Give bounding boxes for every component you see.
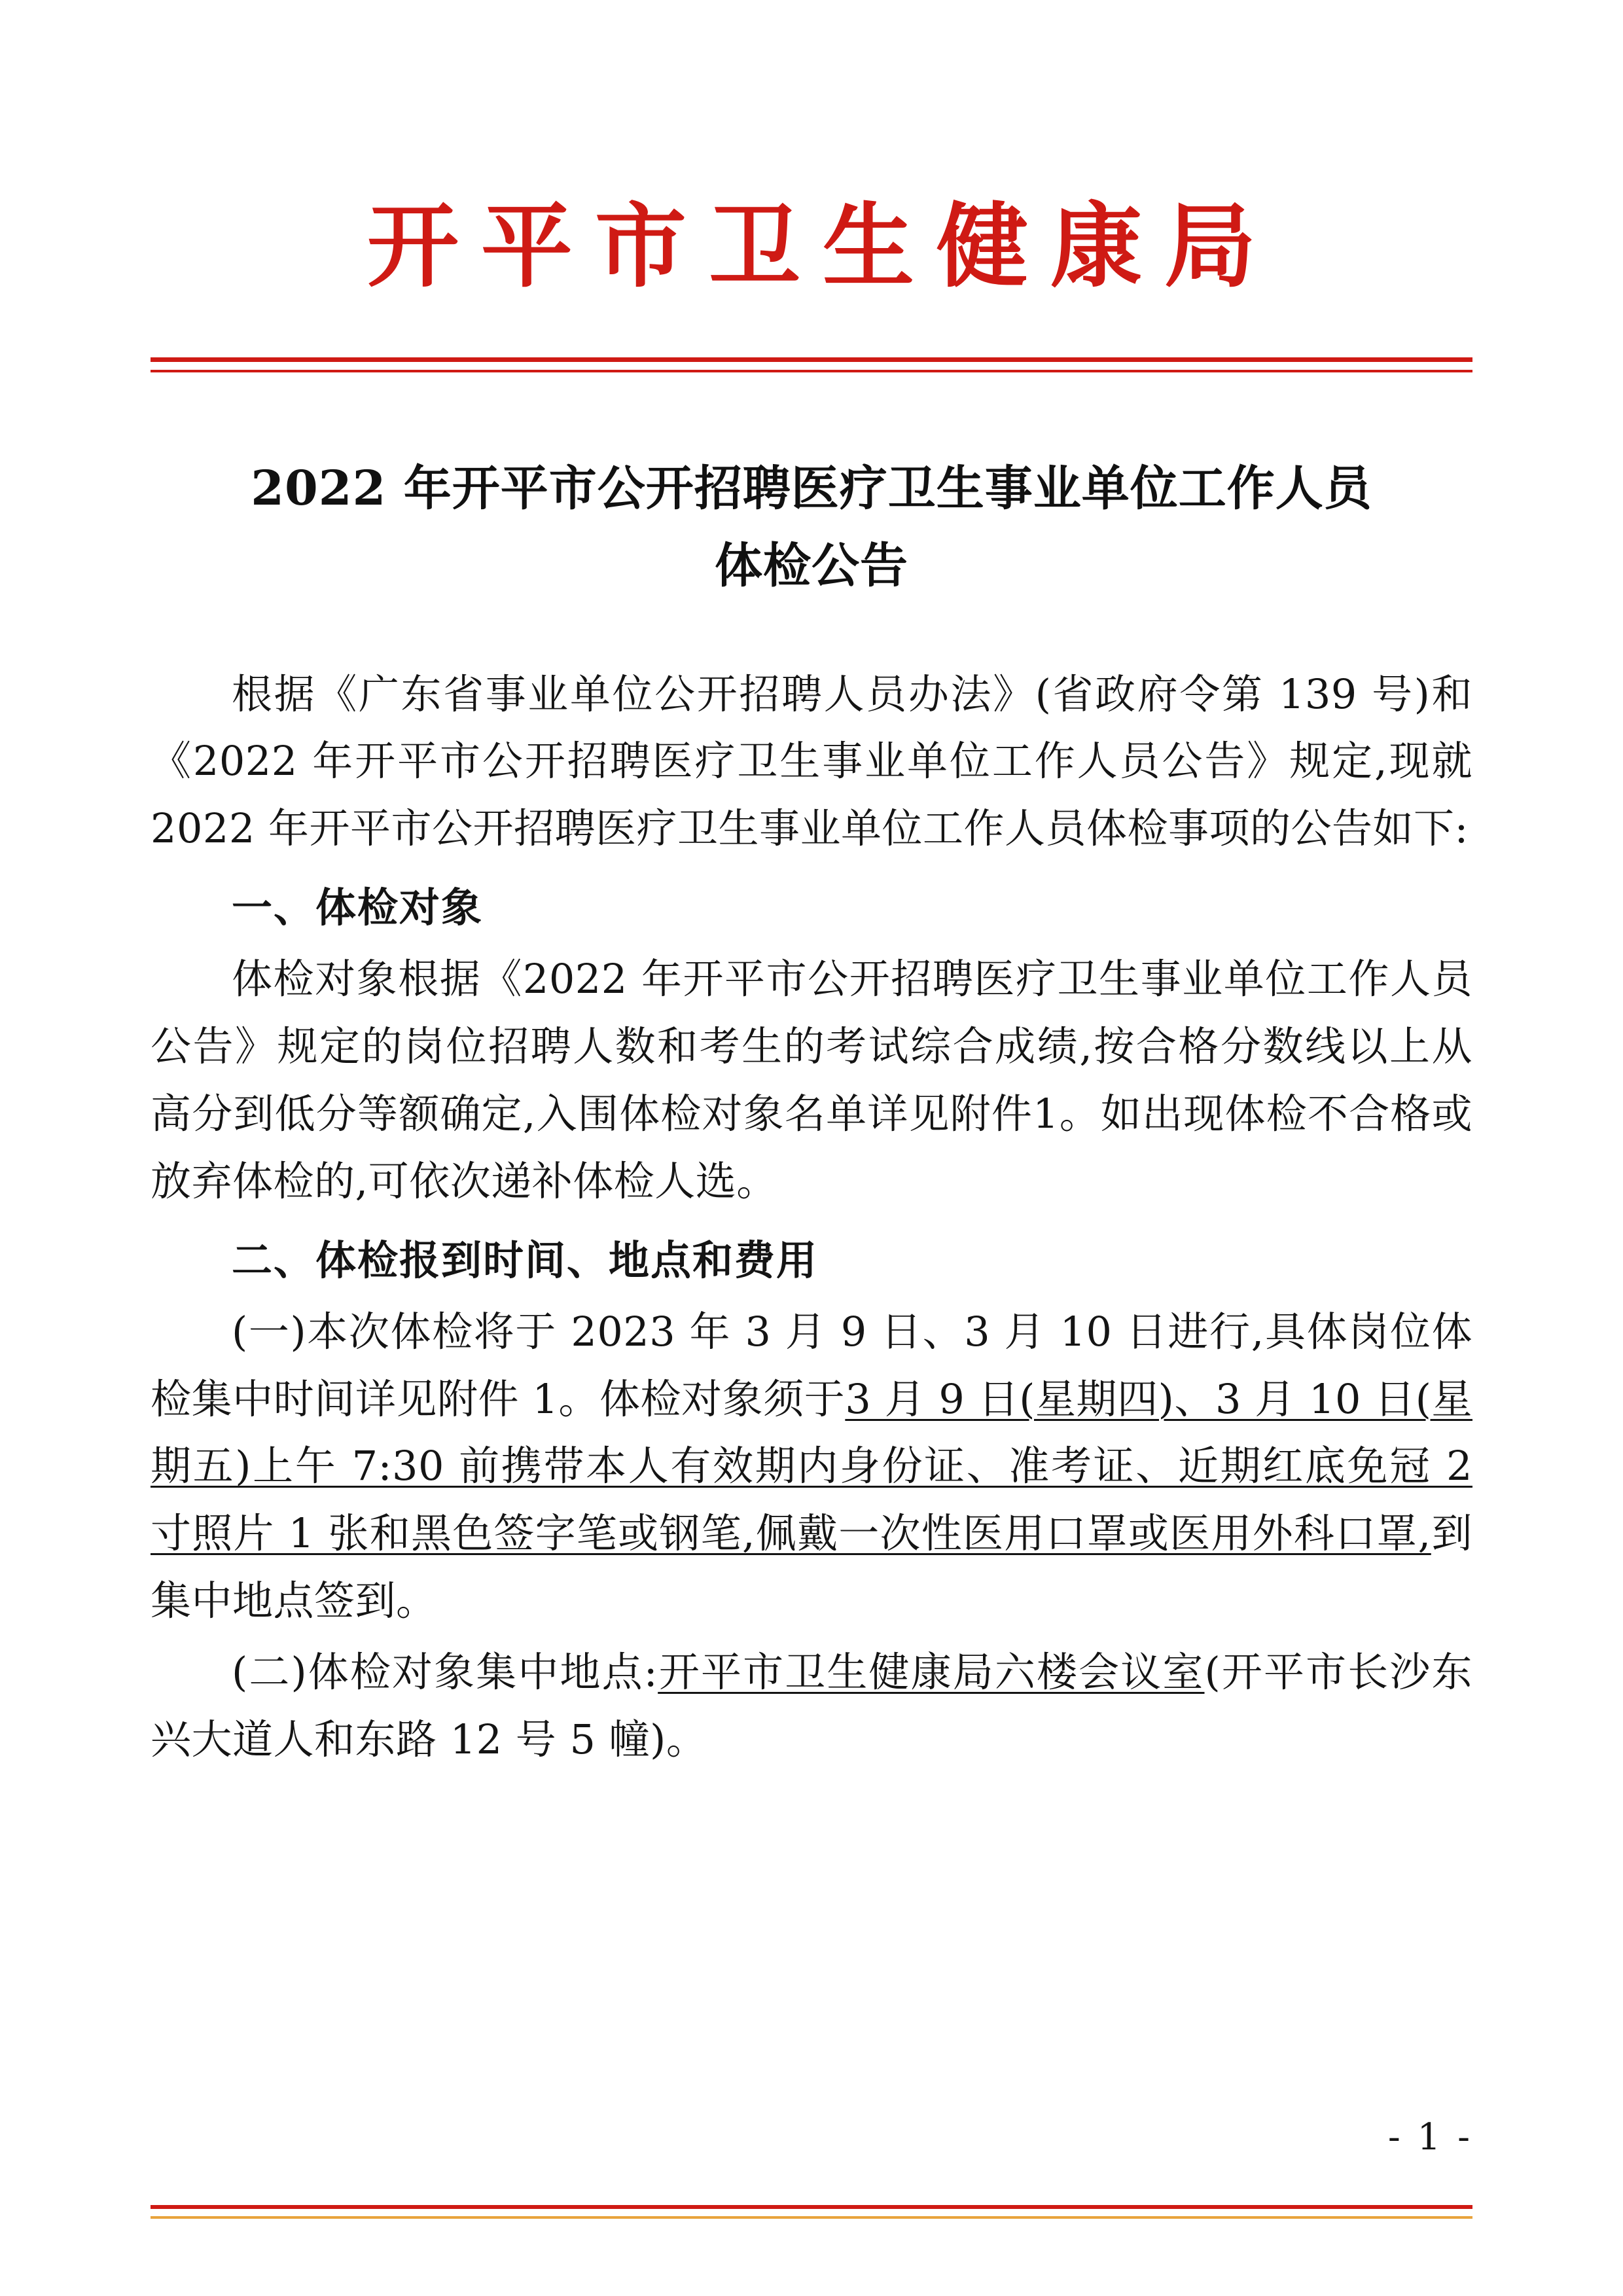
section-1-paragraph: 体检对象根据《2022 年开平市公开招聘医疗卫生事业单位工作人员公告》规定的岗位招聘人数和考生的考试综合成绩,按合格分数线以上从高分到低分等额确定,入围体检对象名单详见附件1。如出现体检不合格或放弃体检的,可依次递补体检人选。 (151, 955, 1472, 1205)
section-1-heading: 一、体检对象 (232, 884, 484, 932)
intro-paragraph: 根据《广东省事业单位公开招聘人员办法》(省政府令第 139 号)和《2022 年开平市公开招聘医疗卫生事业单位工作人员公告》规定,现就 2022 年开平市公开招聘医疗卫生事业单位工作人员体检事项的公告如下: (151, 670, 1472, 853)
footer-rule-primary (151, 2205, 1472, 2209)
document-body (151, 661, 1472, 1774)
page-title (151, 450, 1472, 605)
section-2-item-2-underlined: 开平市卫生健康局六楼会议室 (658, 1648, 1205, 1696)
section-2-item-2 (151, 1639, 1472, 1774)
letterhead-rule-thin (151, 370, 1472, 372)
section-2-item-2-prefix: (二)体检对象集中地点: (232, 1648, 658, 1696)
section-2-item-1-underlined: 3 月 9 日(星期四)、3 月 10 日(星期五)上午 7:30 前携带本人有效期内身份证、准考证、近期红底免冠 2 寸照片 1 张和黑色签字笔或钢笔,佩戴一次性医用口罩或医用外科口罩, (151, 1374, 1473, 1558)
footer-rules (151, 2205, 1472, 2219)
section-2-item-1 (151, 1299, 1472, 1636)
footer-rule-secondary (151, 2216, 1472, 2219)
section-2-item-2-suffix: (开平市长沙东兴大道人和东路 12 号 5 幢)。 (151, 1648, 1472, 1764)
letterhead-rules (151, 357, 1472, 372)
letterhead (151, 0, 1472, 372)
letterhead-rule-thick (151, 357, 1472, 362)
page-number: - 1 - (1387, 2116, 1472, 2159)
page-title-line-1: 2022 年开平市公开招聘医疗卫生事业单位工作人员 (251, 460, 1372, 516)
issuing-organization-title: 开平市卫生健康局 (366, 193, 1278, 300)
page-title-line-2: 体检公告 (715, 537, 908, 594)
section-2-heading: 二、体检报到时间、地点和费用 (232, 1236, 819, 1284)
section-2-item-1-prefix: (一)本次体检将于 2023 年 3 月 9 日、3 月 10 日进行,具体岗位体检集中时间详见附件 1。体检对象须于 (151, 1307, 1472, 1423)
section-2-item-1-suffix: 到集中地点签到。 (151, 1509, 1472, 1625)
